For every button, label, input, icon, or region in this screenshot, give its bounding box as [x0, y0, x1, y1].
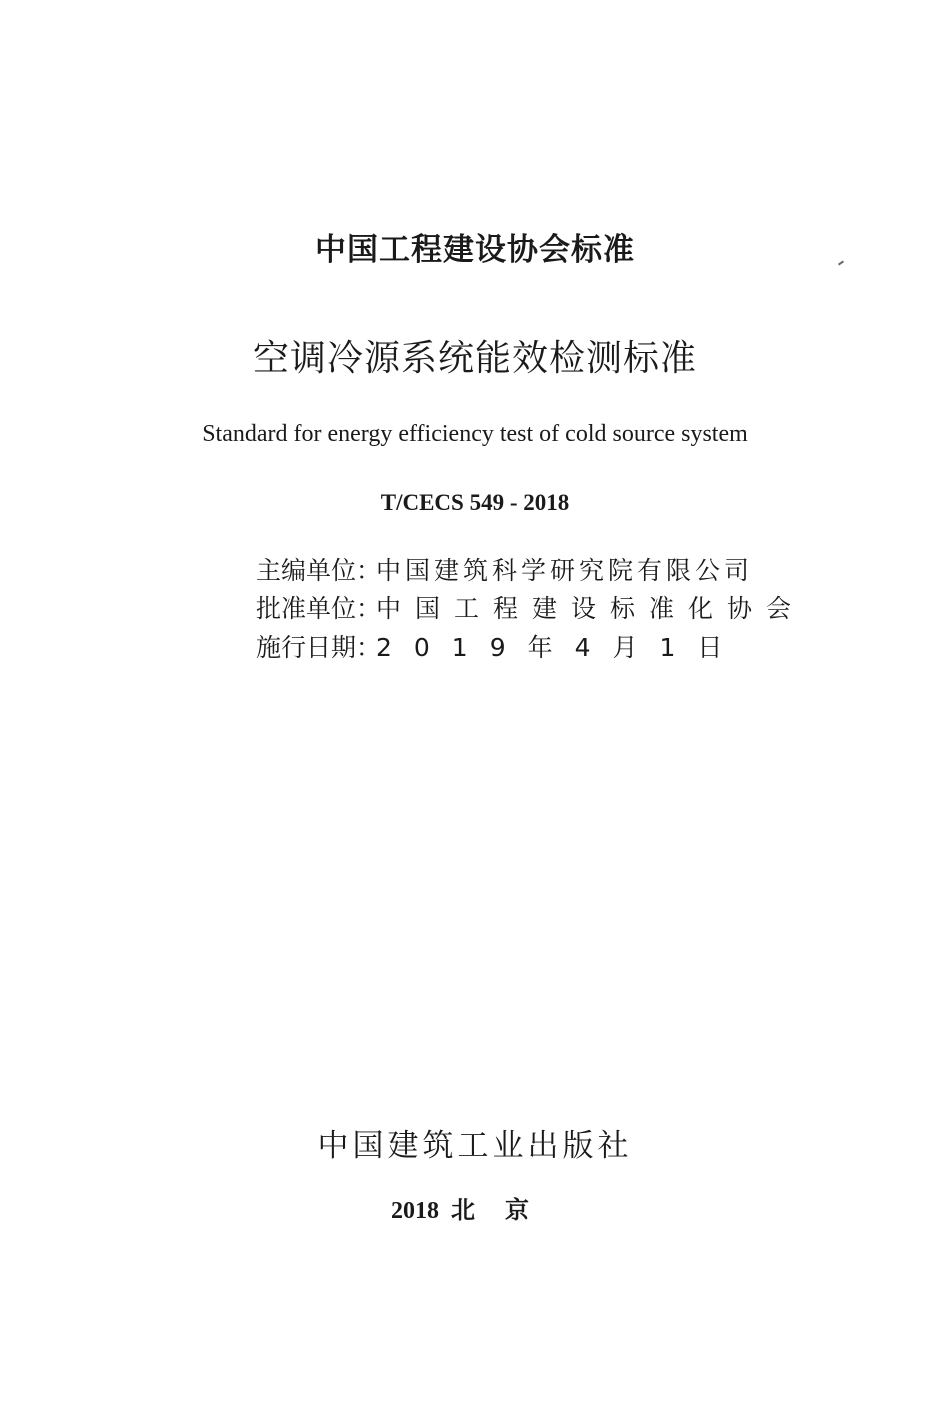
approver-label: 批准单位：: [256, 594, 382, 623]
publication-year: 2018: [391, 1198, 439, 1224]
standard-title-chinese: 空调冷源系统能效检测标准: [252, 338, 697, 379]
publication-line: [0, 1192, 950, 1230]
approver-row: [256, 591, 805, 627]
publication-city: 北京: [451, 1198, 559, 1224]
effective-date-value: 2019年4月1日: [376, 633, 745, 662]
publisher-name: 中国建筑工业出版社: [317, 1128, 633, 1164]
standard-code: T/CECS 549 - 2018: [380, 490, 570, 515]
chief-editor-row: [256, 553, 753, 589]
standard-title-english: Standard for energy efficiency test of cold source system: [202, 421, 748, 447]
effective-date-row: [256, 630, 744, 666]
effective-date-label: 施行日期：: [256, 633, 382, 662]
association-name: 中国工程建设协会标准: [315, 232, 635, 268]
approver-value: 中国工程建设标准化协会: [376, 594, 806, 623]
chief-editor-label: 主编单位：: [256, 556, 382, 585]
chief-editor-value: 中国建筑科学研究院有限公司: [376, 556, 754, 585]
